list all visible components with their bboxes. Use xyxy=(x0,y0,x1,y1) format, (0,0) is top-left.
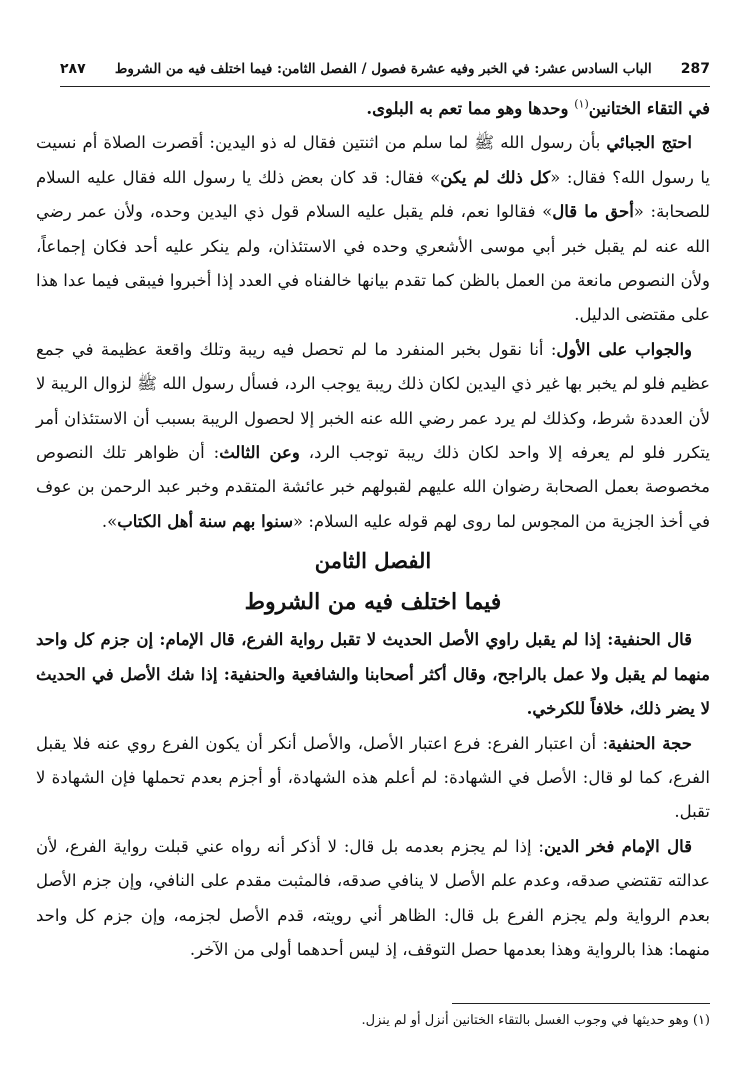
footnote-divider xyxy=(452,1003,710,1004)
p2-text-3: » فقالوا نعم، فلم يقبل عليه السلام قول ذي اليدين وحده، ولأن عمر رضي الله عنه لم يقبل خبر أبي موسى الأشعري وحده في الاستئذان، ولم ينكر عليه أحد فكان إجماعاً، ولأن النصوص مانعة من العمل بالظن كما تقدم بيانها خالفناه في العدد إذا أخبروا فيبقى فيما عدا هذا على مقتضى الدليل. xyxy=(36,202,710,325)
running-title: الباب السادس عشر: في الخبر وفيه عشرة فصول / الفصل الثامن: فيما اختلف فيه من الشروط xyxy=(114,61,652,77)
p2-quote-2: أحق ما قال xyxy=(552,202,634,222)
footnote-ref: (١) xyxy=(574,97,589,111)
paragraph-2 xyxy=(36,126,710,332)
p3-quote: سنوا بهم سنة أهل الكتاب xyxy=(117,511,294,531)
page-number-latin: 287 xyxy=(680,61,710,77)
p1-text: في التقاء الختانين xyxy=(588,99,710,118)
paragraph-1 xyxy=(36,92,710,126)
p3-end: ». xyxy=(101,511,118,531)
footnote xyxy=(36,1010,710,1032)
p3-lead-2: وعن الثالث xyxy=(219,443,300,463)
p2-quote-1: كل ذلك لم يكن xyxy=(440,167,551,187)
p3-text: : أنا نقول بخبر المنفرد ما لم تحصل فيه ريبة وتلك واقعة عظيمة في جمع عظيم فلو لم يخبر بها غير ذي اليدين لكان ذلك ريبة يوجب الرد، فسأل رسول الله ﷺ لزوال الريبة لا لأن العددة شرط، وكذلك لم يرد عمر رضي الله عنه الخبر إلا لحصول الريبة بسبب أن الاستئذان أمر يتكرر فلو لم يعرفه إلا واحد لكان ذلك ريبة توجب الرد، xyxy=(36,339,710,463)
p1-rest: وحدها وهو مما تعم به البلوى. xyxy=(366,99,575,118)
chapter-heading: الفصل الثامن xyxy=(314,548,432,574)
paragraph-6 xyxy=(36,830,710,968)
paragraph-3 xyxy=(36,333,710,539)
page-number-arabic: ٢٨٧ xyxy=(60,61,86,77)
paragraph-4: قال الحنفية: إذا لم يقبل راوي الأصل الحديث لا تقبل رواية الفرع، قال الإمام: إن جزم كل واحد منهما لم يقبل ولا عمل بالراجح، وقال أكثر أصحابنا والشافعية والحنفية: إذا شك الأصل في الحديث لا يضر ذلك، خلافاً للكرخي. xyxy=(36,630,710,719)
chapter-subheading: فيما اختلف فيه من الشروط xyxy=(244,589,502,616)
p2-text-2: » فقال: قد كان بعض ذلك يا رسول الله فقال عليه السلام للصحابة: « xyxy=(36,167,710,222)
p5-lead: حجة الحنفية xyxy=(608,733,692,753)
p2-lead: احتج الجبائي xyxy=(606,133,692,153)
p5-text: : أن اعتبار الفرع: فرع اعتبار الأصل، والأصل أنكر أن يكون الفرع روي عنه فلا يقبل الفرع، كما لو قال: الأصل في الشهادة: لم أعلم هذه الشهادة، أو أجزم بعدم تحملها فإن الشهادة لا تقبل. xyxy=(36,733,710,822)
paragraph-5 xyxy=(36,727,710,830)
footnote-text: وهو حديثها في وجوب الغسل بالتقاء الختانين أنزل أو لم ينزل. xyxy=(361,1013,693,1028)
p3-lead: والجواب على الأول xyxy=(556,339,692,359)
p6-text: : إذا لم يجزم بعدمه بل قال: لا أذكر أنه رواه عني قبلت رواية الفرع، لأن عدالته تقتضي صدقه، وعدم علم الأصل لا ينافي صدقه، فالمثبت مقدم على النافي، وإن جزم الأصل بعدم الرواية ولم يجزم الفرع بل قال: الظاهر أني رويته، قدم الأصل لجزمه، وإن جزم كل واحد منهما: هذا بالرواية وهذا بعدمها حصل التوقف، إذ ليس أحدهما أولى من الآخر. xyxy=(36,836,710,959)
footnote-marker: (١) xyxy=(692,1013,710,1028)
p6-lead: قال الإمام فخر الدين xyxy=(543,836,692,856)
p3-text-2: : أن ظواهر تلك النصوص مخصوصة بعمل الصحابة رضوان الله عليهم لقبولهم خبر عائشة المتقدم وخبر عبد الرحمن بن عوف في أخذ الجزية من المجوس لما روى لهم قوله عليه السلام: « xyxy=(36,443,710,531)
p2-text: بأن رسول الله ﷺ لما سلم من اثنتين فقال له ذو اليدين: أقصرت الصلاة أم نسيت يا رسول الله؟ فقال: « xyxy=(36,133,710,187)
running-header xyxy=(60,52,710,87)
main-text xyxy=(36,92,710,967)
